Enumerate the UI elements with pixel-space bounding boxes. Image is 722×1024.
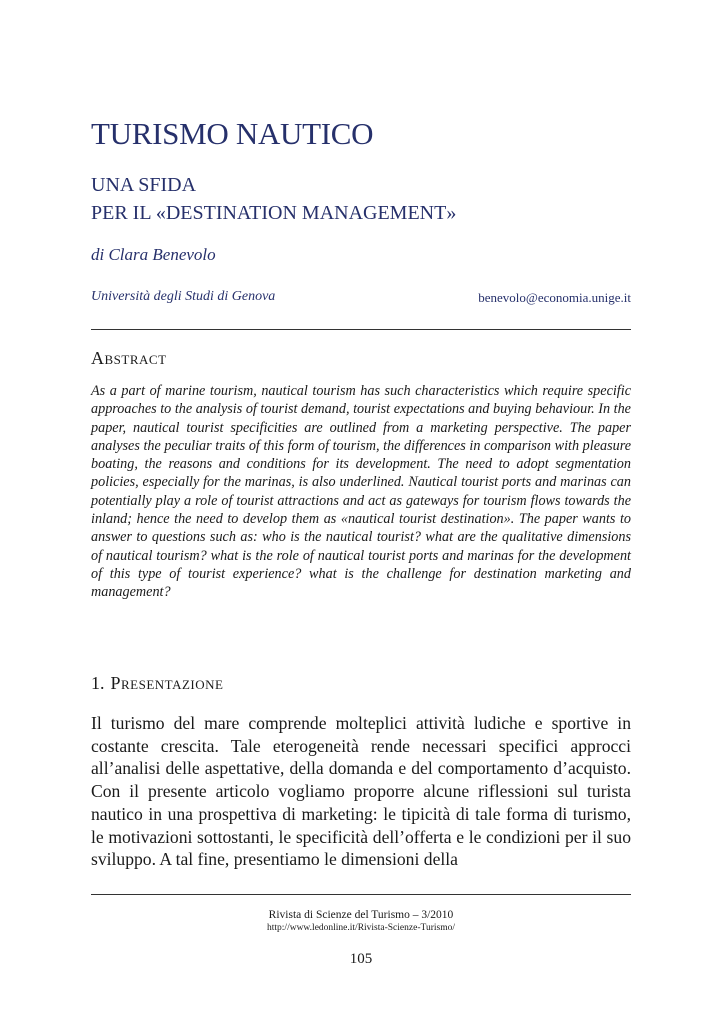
subtitle-line-1: UNA SFIDA bbox=[91, 174, 197, 196]
abstract-text: As a part of marine tourism, nautical tourism has such characteristics which require specific approaches to the analysis of tourist demand, tourist expectations and buying behaviour. In the paper, nautical tourist specificities are outlined from a marketing perspective. The paper analyses the peculiar traits of this form of tourism, the differences in comparison with pleasure boating, the reasons and conditions for its development. The need to adopt segmentation policies, especially for the marinas, is also underlined. Nautical tourist ports and marinas can potentially play a role of tourist attractions and act as gateways for tourism flows towards the inland; hence the need to develop them as «nautical tourist destination». The paper wants to answer to questions such as: who is the nautical tourist? what are the qualitative dimensions of nautical tourism? what is the role of nautical tourist ports and marinas for the development of this type of tourist experience? what is the challenge for destination marketing and management? bbox=[91, 383, 631, 601]
subtitle-line-2: PER IL «DESTINATION MANAGEMENT» bbox=[91, 202, 457, 224]
section-title: Presentazione bbox=[110, 673, 224, 693]
paper-page bbox=[91, 0, 631, 1024]
section-number: 1. bbox=[91, 673, 105, 693]
footer-journal-name: Rivista di Scienze del Turismo – 3/2010 bbox=[268, 909, 454, 921]
page-number: 105 bbox=[349, 951, 373, 967]
article-subtitle bbox=[91, 171, 456, 227]
section-heading bbox=[91, 673, 223, 694]
abstract-heading: Abstract bbox=[91, 348, 167, 368]
footer-journal-url[interactable]: http://www.ledonline.it/Rivista-Scienze-Turismo/ bbox=[267, 923, 455, 933]
author-name: di Clara Benevolo bbox=[91, 245, 216, 264]
article-title: TURISMO NAUTICO bbox=[91, 116, 374, 151]
author-affiliation: Università degli Studi di Genova bbox=[91, 289, 276, 304]
footer-divider bbox=[91, 894, 631, 895]
header-divider bbox=[91, 329, 631, 330]
section-body-text: Il turismo del mare comprende molteplici attività ludiche e sportive in costante crescita. Tale eterogeneità rende necessari specifici approcci all’analisi delle aspettative, della domanda e del comportamento d’acquisto. Con il presente articolo vogliamo proporre alcune riflessioni sul turista nautico in una prospettiva di marketing: le tipicità di tale forma di turismo, le motivazioni sottostanti, le specificità dell’offerta e le condizioni per il suo sviluppo. A tal fine, presentiamo le dimensioni della bbox=[91, 713, 631, 870]
author-email[interactable]: benevolo@economia.unige.it bbox=[478, 290, 631, 305]
